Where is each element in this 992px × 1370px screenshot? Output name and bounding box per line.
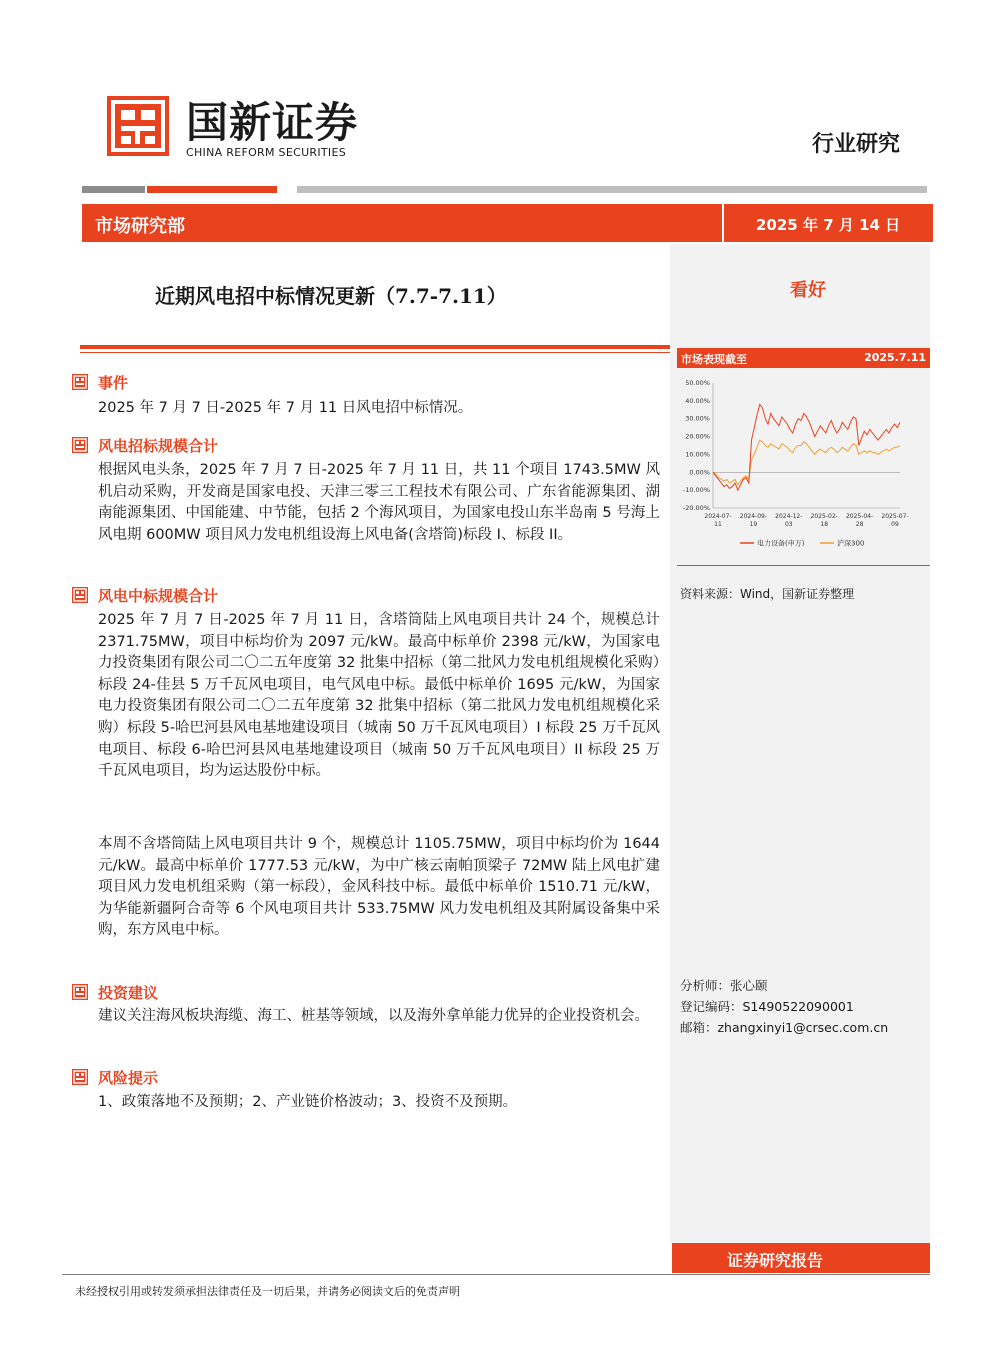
x-tick-label: 11 (714, 521, 722, 528)
rating: 看好 (790, 280, 826, 301)
y-tick-label: 30.00% (685, 414, 710, 423)
report-type: 证券研究报告 (727, 1251, 824, 1270)
section-seal-icon (72, 984, 88, 1000)
x-tick-label: 2024-09- (739, 513, 768, 520)
report-type-box (672, 1243, 930, 1273)
legend-label: 电力设备(申万) (757, 539, 805, 548)
title-rule-thin (80, 352, 670, 353)
date-banner (724, 204, 933, 242)
section-title: 风电招标规模合计 (98, 437, 219, 455)
chart-source: 资料来源：Wind，国新证券整理 (680, 587, 855, 601)
department-banner (82, 204, 722, 242)
footer-rule (62, 1274, 930, 1275)
section-title: 事件 (98, 374, 129, 392)
y-tick-label: 50.00% (685, 379, 710, 387)
x-tick-label: 28 (855, 521, 864, 528)
section-title: 风电中标规模合计 (98, 587, 219, 605)
x-tick-label: 18 (820, 521, 829, 528)
section-paragraph: 根据风电头条，2025 年 7 月 7 日-2025 年 7 月 11 日，共 11 个项目 1743.5MW 风机启动采购，开发商是国家电投、天津三零三工程技术有限公司、广东省能源集团、湖南能源集团、中国能建、中节能，包括 2 个海风项目，为国家电投山东半岛南 5 号海上风电期 600MW 项目风力发电机组设海上风电备(含塔筒)标段 I、标段 II。 (98, 462, 660, 543)
y-tick-label: 10.00% (685, 450, 710, 459)
section-seal-icon (72, 587, 88, 603)
y-tick-label: 40.00% (685, 396, 710, 405)
disclaimer: 未经授权引用或转发须承担法律责任及一切后果，并请务必阅读文后的免责声明 (75, 1285, 460, 1298)
header-rule-gray (82, 186, 145, 193)
market-performance-bar (677, 348, 930, 368)
document-type: 行业研究 (812, 131, 901, 157)
perf-date: 2025.7.11 (864, 351, 926, 364)
x-tick-label: 2025-02- (810, 513, 838, 520)
x-tick-label: 2025-07- (881, 513, 909, 520)
section-paragraph: 1、政策落地不及预期；2、产业链价格波动；3、投资不及预期。 (98, 1094, 518, 1110)
title-rule (80, 345, 670, 349)
x-tick-label: 2024-07- (704, 513, 732, 520)
y-tick-label: 0.00% (689, 468, 710, 477)
header-rule-gray-long (297, 186, 927, 193)
section-paragraph: 本周不含塔筒陆上风电项目共计 9 个，规模总计 1105.75MW，项目中标均价为 1644 元/kW。最高中标单价 1777.53 元/kW，为中广核云南帕顶梁子 72MW 陆上风电扩建项目风力发电机组采购（第一标段），金风科技中标。最低中标单价 1510.71 元/kW，为华能新疆阿合奇等 6 个风电项目共计 533.75MW 风力发电机组及其附属设备集中采购，东方风电中标。 (98, 836, 660, 939)
section-paragraph: 2025 年 7 月 7 日-2025 年 7 月 11 日，含塔筒陆上风电项目共计 24 个，规模总计 2371.75MW，项目中标均价为 2097 元/kW。最高中标单价 2398 元/kW，为国家电力投资集团有限公司二〇二五年度第 32 批集中招标（第二批风力发电机组规模化采购）标段 24-佳县 5 万千瓦风电项目，电气风电中标。最低中标单价 1695 元/kW，为国家电力投资集团有限公司二〇二五年度第 32 批集中招标（第二批风力发电机组规模化采购）标段 5-哈巴河县风电基地建设项目（城南 50 万千瓦风电项目）I 标段 25 万千瓦风电项目、标段 6-哈巴河县风电基地建设项目（城南 50 万千瓦风电项目）II 标段 25 万千瓦风电项目，均为运达股份中标。 (98, 612, 660, 780)
x-tick-label: 2025-04- (845, 513, 874, 520)
x-tick-label: 03 (784, 521, 793, 528)
analyst-registration: 登记编码：S1490522090001 (680, 999, 854, 1014)
report-date: 2025 年 7 月 14 日 (756, 216, 901, 234)
company-logo-cn: 国新证券 (186, 98, 359, 147)
section-paragraph: 建议关注海风板块海缆、海工、桩基等领域，以及海外拿单能力优异的企业投资机会。 (98, 1008, 649, 1024)
x-tick-label: 19 (749, 521, 758, 528)
header-rule-red (147, 186, 277, 193)
series-line (713, 404, 900, 490)
company-seal-icon (107, 96, 169, 156)
chart-rule (677, 565, 930, 566)
section-title: 风险提示 (98, 1069, 159, 1087)
analyst-email: 邮箱：zhangxinyi1@crsec.com.cn (680, 1020, 889, 1035)
analyst-name: 分析师：张心颐 (680, 978, 768, 993)
section-title: 投资建议 (98, 984, 159, 1002)
analyst-info (680, 975, 888, 1038)
legend-label: 沪深300 (837, 539, 865, 548)
y-tick-label: 20.00% (685, 432, 710, 441)
report-title: 近期风电招中标情况更新（7.7-7.11） (155, 284, 507, 308)
market-performance-chart (678, 375, 926, 553)
perf-label: 市场表现截至 (681, 353, 747, 366)
company-logo-en: CHINA REFORM SECURITIES (186, 146, 347, 159)
section-seal-icon (72, 374, 88, 390)
department-name: 市场研究部 (95, 216, 185, 237)
series-line (713, 440, 900, 485)
section-seal-icon (72, 1069, 88, 1085)
x-tick-label: 09 (891, 521, 899, 528)
y-tick-label: -10.00% (682, 486, 710, 495)
y-tick-label: -20.00% (682, 504, 710, 512)
section-seal-icon (72, 437, 88, 453)
section-paragraph: 2025 年 7 月 7 日-2025 年 7 月 11 日风电招中标情况。 (98, 400, 473, 416)
x-tick-label: 2024-12- (775, 513, 803, 520)
